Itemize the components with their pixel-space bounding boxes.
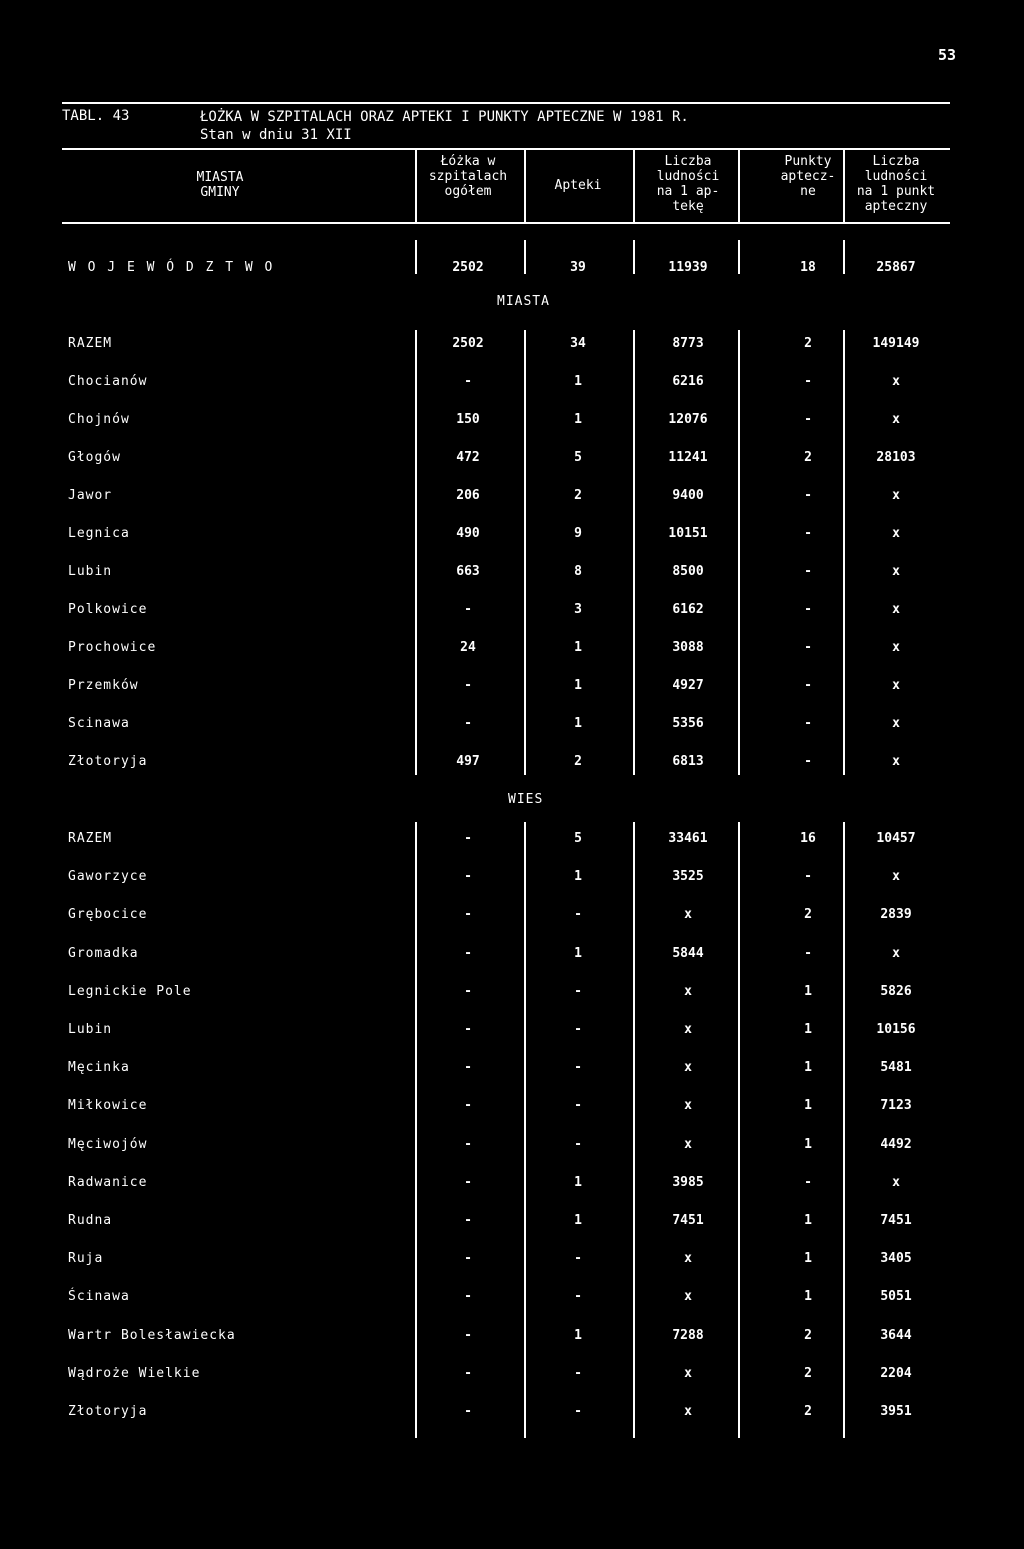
- table-cell: x: [892, 526, 900, 541]
- column-header: Liczba ludności na 1 ap- tekę: [656, 154, 720, 214]
- table-cell: -: [464, 1404, 472, 1419]
- table-row-label: Radwanice: [68, 1175, 148, 1190]
- column-rule: [843, 148, 845, 222]
- table-cell: 16: [800, 831, 816, 846]
- table-cell: -: [574, 1060, 582, 1075]
- table-row-label: Głogów: [68, 450, 121, 465]
- table-cell: -: [464, 1060, 472, 1075]
- column-rule: [633, 240, 635, 274]
- table-row-label: Prochowice: [68, 640, 157, 655]
- table-cell: 5051: [880, 1289, 912, 1304]
- column-rule: [524, 822, 526, 1438]
- table-cell: 663: [456, 564, 480, 579]
- column-header: MIASTA GMINY: [196, 170, 244, 200]
- table-cell: 7123: [880, 1098, 912, 1113]
- table-row-label: Chojnów: [68, 412, 130, 427]
- column-rule: [524, 240, 526, 274]
- table-cell: 2: [804, 1328, 812, 1343]
- table-cell: 8773: [672, 336, 704, 351]
- table-cell: 2502: [452, 336, 484, 351]
- table-row-label: Męciwojów: [68, 1137, 148, 1152]
- table-cell: x: [892, 678, 900, 693]
- table-cell: 7451: [672, 1213, 704, 1228]
- table-cell: 3: [574, 602, 582, 617]
- table-cell: -: [464, 831, 472, 846]
- table-cell: x: [892, 946, 900, 961]
- table-cell: x: [684, 1251, 692, 1266]
- table-row-label: Legnica: [68, 526, 130, 541]
- table-cell: -: [804, 602, 812, 617]
- table-cell: -: [464, 984, 472, 999]
- table-cell: x: [684, 907, 692, 922]
- table-row-label: Jawor: [68, 488, 113, 503]
- column-rule: [633, 822, 635, 1438]
- table-cell: 1: [804, 1022, 812, 1037]
- table-cell: 149149: [872, 336, 920, 351]
- column-header: Liczba ludności na 1 punkt apteczny: [856, 154, 936, 214]
- column-rule: [415, 330, 417, 775]
- table-cell: 6216: [672, 374, 704, 389]
- table-cell: -: [804, 564, 812, 579]
- table-cell: 24: [460, 640, 476, 655]
- table-cell: 11241: [668, 450, 708, 465]
- table-cell: -: [464, 1328, 472, 1343]
- table-cell: 2: [574, 488, 582, 503]
- table-row-label: Lubin: [68, 564, 113, 579]
- table-cell: -: [464, 1022, 472, 1037]
- table-cell: 1: [574, 716, 582, 731]
- table-cell: 1: [804, 1289, 812, 1304]
- subtitle-line: Stan w dniu 31 XII: [200, 127, 352, 143]
- table-cell: 3405: [880, 1251, 912, 1266]
- table-cell: -: [574, 1022, 582, 1037]
- section-title: WIES: [508, 792, 544, 807]
- table-cell: x: [684, 1060, 692, 1075]
- table-cell: 2204: [880, 1366, 912, 1381]
- table-cell: 1: [804, 1098, 812, 1113]
- table-cell: x: [892, 602, 900, 617]
- table-cell: 1: [804, 1060, 812, 1075]
- table-cell: -: [464, 1175, 472, 1190]
- table-cell: 3644: [880, 1328, 912, 1343]
- table-row-label: Miłkowice: [68, 1098, 148, 1113]
- table-cell: 2: [574, 754, 582, 769]
- table-cell: 5: [574, 831, 582, 846]
- table-cell: 11939: [668, 260, 708, 275]
- table-row-label: Grębocice: [68, 907, 148, 922]
- table-cell: 472: [456, 450, 480, 465]
- table-cell: -: [574, 1366, 582, 1381]
- column-rule: [738, 822, 740, 1438]
- table-cell: 150: [456, 412, 480, 427]
- table-cell: x: [892, 564, 900, 579]
- table-cell: 1: [574, 1328, 582, 1343]
- table-cell: 10151: [668, 526, 708, 541]
- column-rule: [633, 330, 635, 775]
- column-rule: [738, 330, 740, 775]
- table-row-label: Wartr Bolesławiecka: [68, 1328, 236, 1343]
- column-header: Łóżka w szpitalach ogółem: [428, 154, 508, 199]
- table-cell: -: [464, 678, 472, 693]
- table-cell: 25867: [876, 260, 916, 275]
- table-cell: 497: [456, 754, 480, 769]
- table-cell: -: [804, 526, 812, 541]
- table-cell: 2839: [880, 907, 912, 922]
- table-cell: 34: [570, 336, 586, 351]
- table-cell: -: [804, 1175, 812, 1190]
- table-cell: -: [574, 1137, 582, 1152]
- table-cell: -: [574, 1251, 582, 1266]
- table-cell: -: [464, 1289, 472, 1304]
- table-cell: -: [574, 1098, 582, 1113]
- table-row-label: Złotoryja: [68, 1404, 148, 1419]
- table-cell: 5844: [672, 946, 704, 961]
- table-cell: 1: [574, 1175, 582, 1190]
- table-cell: x: [684, 1098, 692, 1113]
- table-cell: 2: [804, 450, 812, 465]
- column-rule: [524, 148, 526, 222]
- table-cell: 8: [574, 564, 582, 579]
- column-rule: [633, 148, 635, 222]
- table-cell: 2: [804, 1404, 812, 1419]
- table-cell: 1: [804, 1251, 812, 1266]
- table-cell: 5481: [880, 1060, 912, 1075]
- table-cell: x: [684, 1366, 692, 1381]
- table-cell: 7451: [880, 1213, 912, 1228]
- table-cell: -: [464, 716, 472, 731]
- table-row-label: Gromadka: [68, 946, 139, 961]
- column-rule: [415, 822, 417, 1438]
- table-cell: x: [892, 488, 900, 503]
- column-header: Punkty aptecz- ne: [780, 154, 836, 199]
- table-cell: x: [892, 869, 900, 884]
- table-cell: -: [464, 869, 472, 884]
- table-cell: 39: [570, 260, 586, 275]
- table-cell: 4492: [880, 1137, 912, 1152]
- table-cell: 3088: [672, 640, 704, 655]
- column-rule: [738, 148, 740, 222]
- voivodeship-label: W O J E W Ó D Z T W O: [68, 260, 275, 275]
- table-cell: 5: [574, 450, 582, 465]
- rule-header-top: [62, 148, 950, 150]
- table-cell: x: [684, 1404, 692, 1419]
- table-row-label: Gaworzyce: [68, 869, 148, 884]
- table-cell: x: [684, 1137, 692, 1152]
- table-label: TABL. 43: [62, 108, 130, 124]
- table-cell: -: [464, 1098, 472, 1113]
- table-cell: -: [804, 488, 812, 503]
- table-row-label: Rudna: [68, 1213, 113, 1228]
- table-cell: -: [464, 374, 472, 389]
- table-cell: x: [892, 1175, 900, 1190]
- table-row-label: RAZEM: [68, 831, 113, 846]
- table-cell: 1: [804, 1137, 812, 1152]
- table-cell: -: [804, 640, 812, 655]
- table-cell: -: [804, 946, 812, 961]
- table-title: [200, 108, 689, 144]
- table-cell: -: [804, 374, 812, 389]
- table-cell: 8500: [672, 564, 704, 579]
- table-cell: 5826: [880, 984, 912, 999]
- table-cell: 33461: [668, 831, 708, 846]
- table-cell: 206: [456, 488, 480, 503]
- table-cell: x: [892, 716, 900, 731]
- column-rule: [738, 240, 740, 274]
- table-cell: -: [804, 716, 812, 731]
- table-cell: 6813: [672, 754, 704, 769]
- table-cell: -: [804, 869, 812, 884]
- table-cell: -: [464, 1213, 472, 1228]
- table-cell: 6162: [672, 602, 704, 617]
- table-cell: x: [892, 754, 900, 769]
- section-title: MIASTA: [497, 294, 550, 309]
- table-cell: -: [464, 907, 472, 922]
- table-cell: 5356: [672, 716, 704, 731]
- table-cell: 3951: [880, 1404, 912, 1419]
- table-cell: -: [574, 907, 582, 922]
- table-cell: x: [892, 412, 900, 427]
- table-cell: 7288: [672, 1328, 704, 1343]
- table-cell: -: [574, 984, 582, 999]
- rule-top: [62, 102, 950, 104]
- table-row-label: Polkowice: [68, 602, 148, 617]
- table-cell: 10457: [876, 831, 916, 846]
- table-row-label: Ścinawa: [68, 1289, 130, 1304]
- table-row-label: Wądroże Wielkie: [68, 1366, 201, 1381]
- table-row-label: Męcinka: [68, 1060, 130, 1075]
- column-rule: [524, 330, 526, 775]
- table-cell: -: [464, 1137, 472, 1152]
- table-cell: 3525: [672, 869, 704, 884]
- table-cell: 10156: [876, 1022, 916, 1037]
- table-cell: 2502: [452, 260, 484, 275]
- table-cell: 2: [804, 1366, 812, 1381]
- table-cell: 1: [804, 1213, 812, 1228]
- page-number: 53: [938, 46, 957, 64]
- table-cell: -: [804, 754, 812, 769]
- table-row-label: Chocianów: [68, 374, 148, 389]
- table-cell: 2: [804, 907, 812, 922]
- table-cell: 28103: [876, 450, 916, 465]
- table-cell: x: [892, 640, 900, 655]
- table-cell: 1: [574, 412, 582, 427]
- table-cell: 2: [804, 336, 812, 351]
- table-cell: 1: [574, 374, 582, 389]
- table-cell: 12076: [668, 412, 708, 427]
- table-row-label: Złotoryja: [68, 754, 148, 769]
- table-row-label: Przemków: [68, 678, 139, 693]
- table-cell: 1: [574, 1213, 582, 1228]
- table-cell: -: [574, 1289, 582, 1304]
- table-cell: 1: [574, 946, 582, 961]
- table-cell: -: [804, 678, 812, 693]
- table-cell: -: [464, 1251, 472, 1266]
- rule-header-bottom: [62, 222, 950, 224]
- table-cell: x: [684, 984, 692, 999]
- table-cell: 4927: [672, 678, 704, 693]
- table-cell: 1: [574, 869, 582, 884]
- table-cell: 1: [574, 678, 582, 693]
- table-cell: -: [464, 946, 472, 961]
- table-cell: 1: [574, 640, 582, 655]
- column-header: Apteki: [554, 178, 602, 193]
- table-cell: -: [464, 1366, 472, 1381]
- column-rule: [415, 148, 417, 222]
- table-cell: x: [684, 1022, 692, 1037]
- table-cell: 490: [456, 526, 480, 541]
- table-cell: -: [464, 602, 472, 617]
- column-rule: [415, 240, 417, 274]
- table-row-label: RAZEM: [68, 336, 113, 351]
- table-cell: x: [684, 1289, 692, 1304]
- table-cell: 3985: [672, 1175, 704, 1190]
- table-cell: 9: [574, 526, 582, 541]
- table-cell: x: [892, 374, 900, 389]
- table-cell: -: [574, 1404, 582, 1419]
- table-cell: 1: [804, 984, 812, 999]
- table-row-label: Lubin: [68, 1022, 113, 1037]
- column-rule: [843, 330, 845, 775]
- table-cell: 9400: [672, 488, 704, 503]
- title-line: ŁOŻKA W SZPITALACH ORAZ APTEKI I PUNKTY APTECZNE W 1981 R.: [200, 109, 689, 125]
- table-row-label: Scinawa: [68, 716, 130, 731]
- table-cell: -: [804, 412, 812, 427]
- table-cell: 18: [800, 260, 816, 275]
- table-row-label: Legnickie Pole: [68, 984, 192, 999]
- table-row-label: Ruja: [68, 1251, 104, 1266]
